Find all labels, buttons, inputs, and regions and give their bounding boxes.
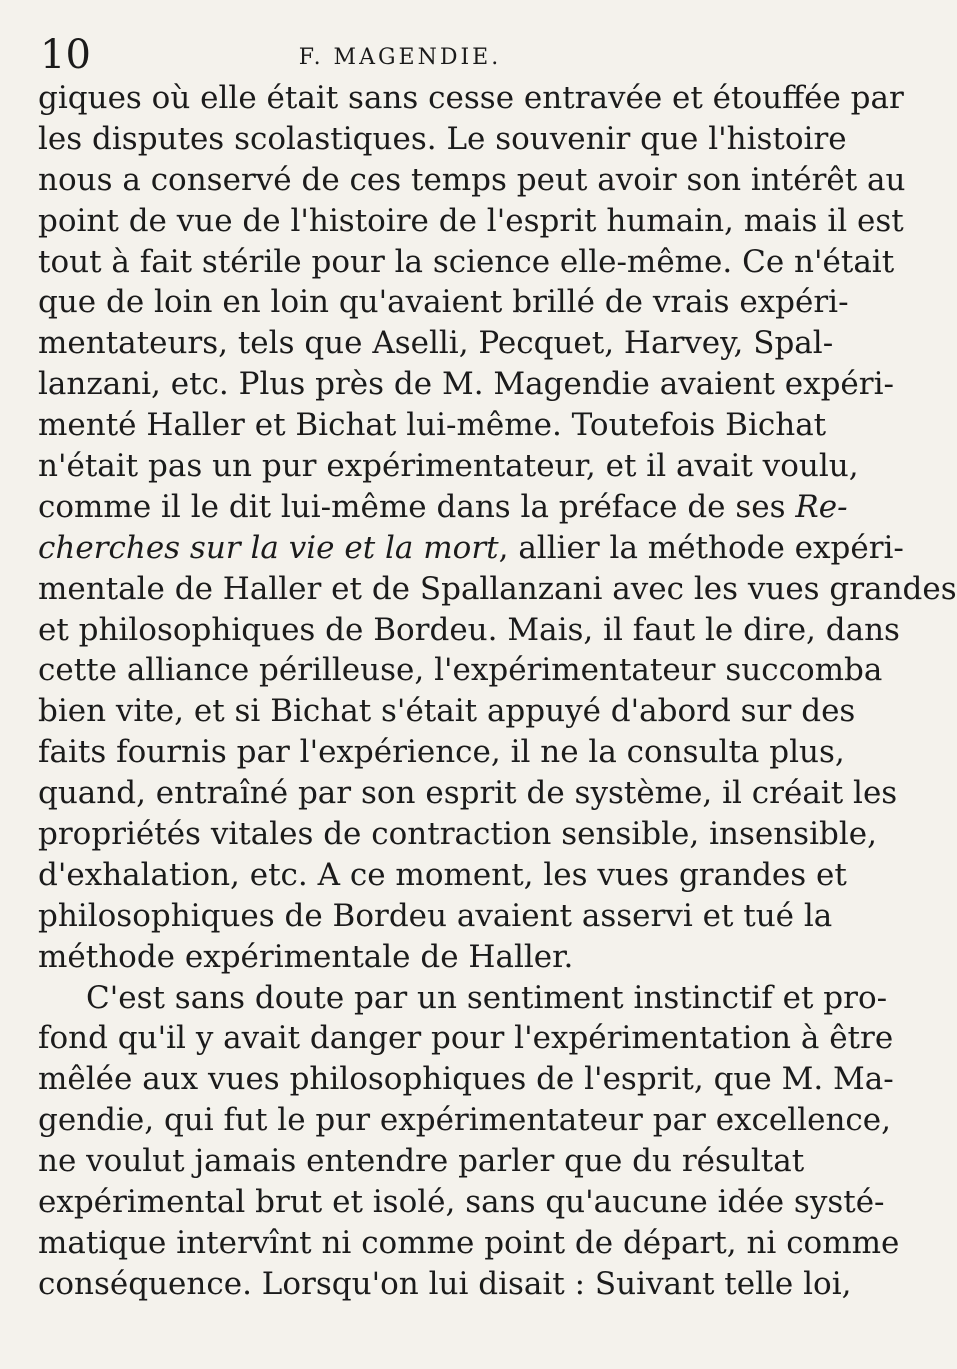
text-line: n'était pas un pur expérimentateur, et il avait voulu, [38,448,859,485]
text-line: menté Haller et Bichat lui-même. Toutefois Bichat [38,407,827,444]
text-line: mentale de Haller et de Spallanzani avec les vues grandes [38,570,957,607]
text-line: que de loin en loin qu'avaient brillé de vrais expéri- [38,284,849,321]
text-line: nous a conservé de ces temps peut avoir son intérêt au [38,161,906,198]
text-line: faits fournis par l'expérience, il ne la consulta plus, [38,734,845,771]
text-line: point de vue de l'histoire de l'esprit humain, mais il est [38,202,904,239]
text-line: tout à fait stérile pour la science elle-même. Ce n'était [38,243,895,280]
body-text [38,78,957,1305]
text-line: mêlée aux vues philosophiques de l'esprit, que M. Ma- [38,1061,894,1098]
text-segment: comme il le dit lui-même dans la préface de ses [38,488,796,525]
text-line: conséquence. Lorsqu'on lui disait : Suivant telle loi, [38,1265,852,1302]
page-header [40,30,760,80]
text-line [38,528,904,569]
text-line: matique intervînt ni comme point de départ, ni comme [38,1224,900,1261]
text-segment: , allier la méthode expéri- [498,529,904,566]
text-line: ne voulut jamais entendre parler que du résultat [38,1143,805,1180]
text-line: giques où elle était sans cesse entravée et étouffée par [38,80,904,116]
italic-title-end: cherches sur la vie et la mort [38,529,499,566]
text-line: méthode expérimentale de Haller. [38,938,574,975]
text-line: et philosophiques de Bordeu. Mais, il faut le dire, dans [38,611,900,648]
text-line: propriétés vitales de contraction sensible, insensible, [38,816,877,853]
text-line: gendie, qui fut le pur expérimentateur par excellence, [38,1102,891,1139]
text-line: d'exhalation, etc. A ce moment, les vues grandes et [38,856,847,893]
page-number: 10 [40,32,91,78]
text-line [38,487,848,528]
text-line: fond qu'il y avait danger pour l'expérimentation à être [38,1020,894,1057]
text-line: C'est sans doute par un sentiment instinctif et pro- [86,979,888,1016]
text-line: mentateurs, tels que Aselli, Pecquet, Harvey, Spal- [38,325,834,362]
text-line: lanzani, etc. Plus près de M. Magendie avaient expéri- [38,366,894,403]
text-line: cette alliance périlleuse, l'expérimentateur succomba [38,652,883,689]
text-line: les disputes scolastiques. Le souvenir que l'histoire [38,120,847,157]
text-line: expérimental brut et isolé, sans qu'aucune idée systé- [38,1184,885,1221]
italic-title-start: Re- [795,488,848,525]
text-line: bien vite, et si Bichat s'était appuyé d'abord sur des [38,693,856,730]
running-head: F. MAGENDIE. [298,45,502,70]
text-line: philosophiques de Bordeu avaient asservi et tué la [38,897,833,934]
text-line: quand, entraîné par son esprit de système, il créait les [38,775,898,812]
